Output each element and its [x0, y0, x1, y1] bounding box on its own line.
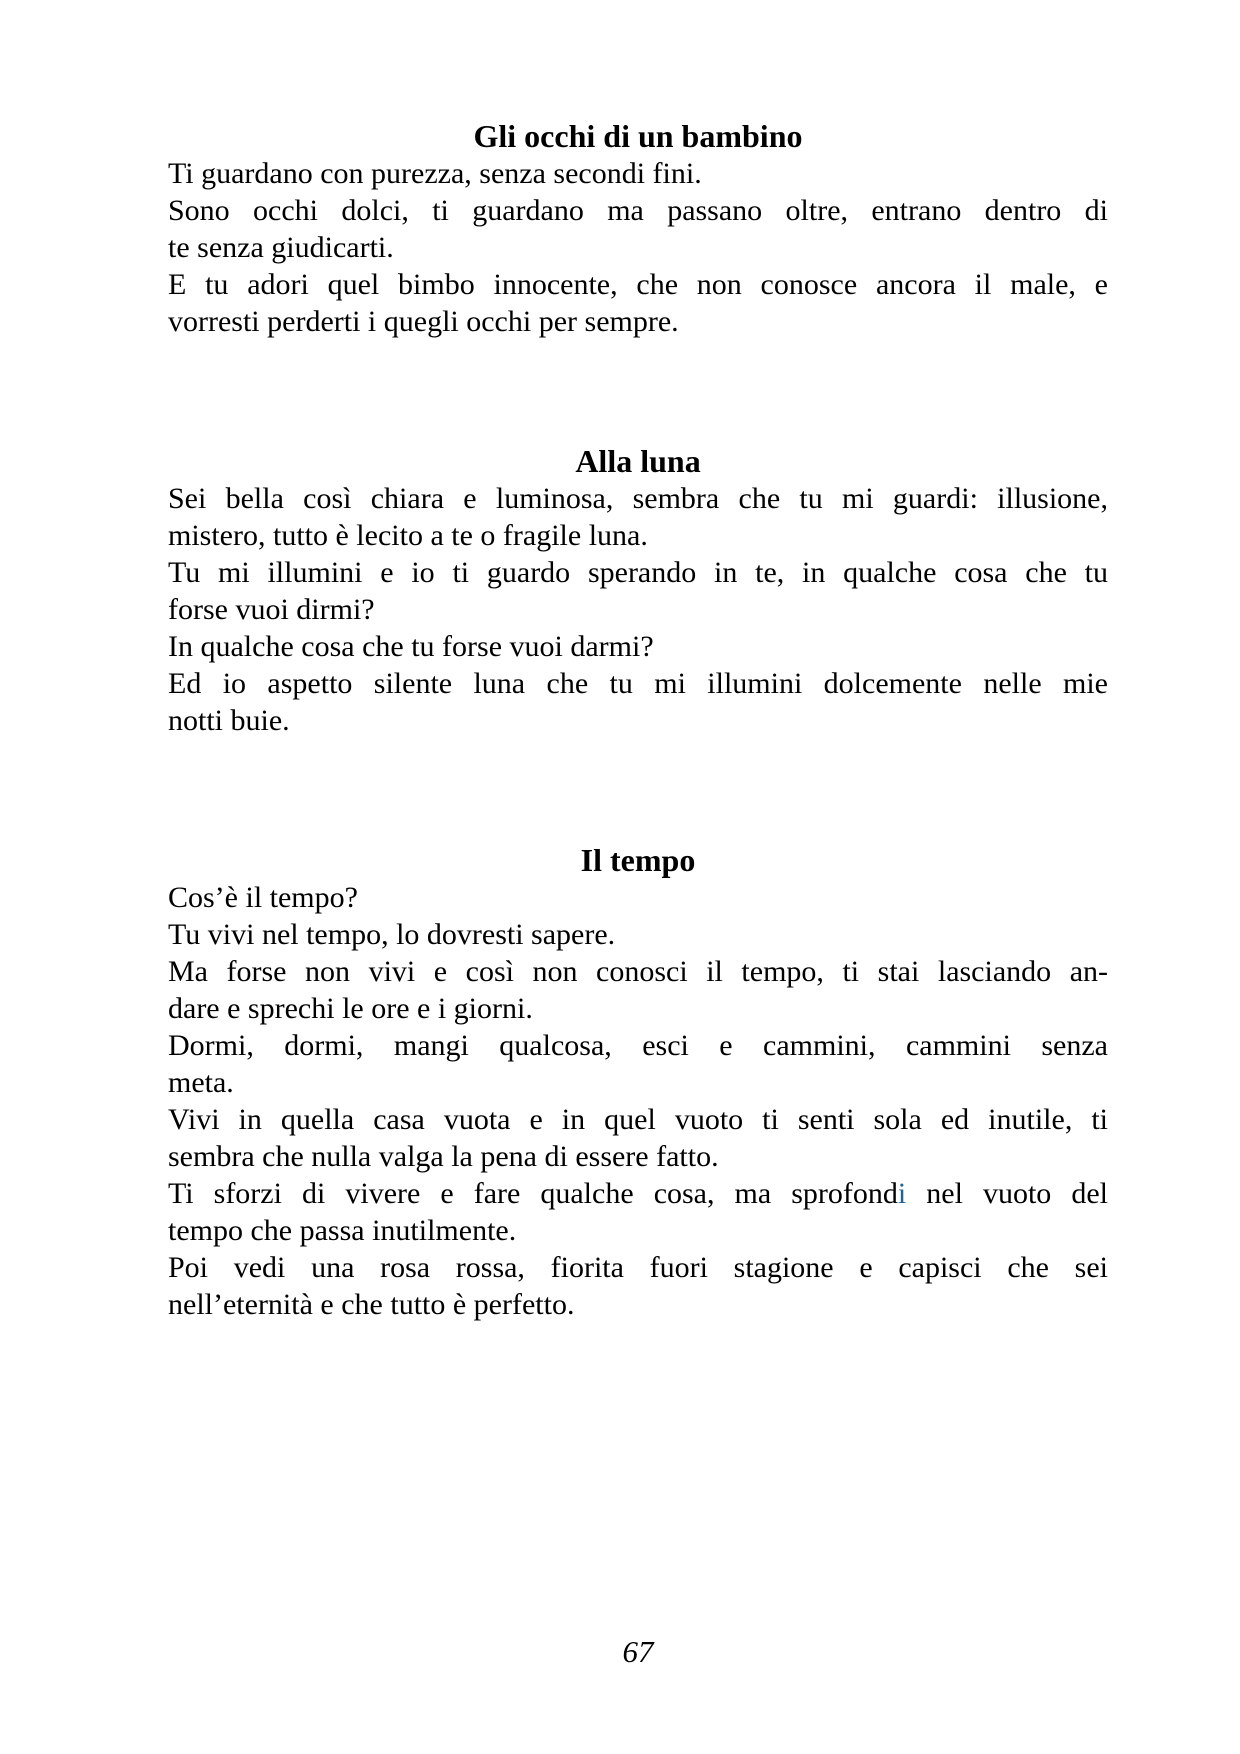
text-line — [168, 702, 1108, 739]
text-segment: nell’eternità e che tutto è perfetto. — [168, 1288, 575, 1321]
text-segment: te senza giudicarti. — [168, 231, 394, 264]
text-line — [168, 953, 1108, 990]
text-segment: Vivi in quella casa vuota e in quel vuoto ti senti sola ed inutile, ti — [168, 1103, 1108, 1136]
text-line — [168, 1249, 1108, 1286]
paragraph — [168, 155, 1108, 192]
text-line — [168, 1212, 1108, 1249]
poem-section — [168, 443, 1108, 739]
text-line — [168, 192, 1108, 229]
text-segment: Tu mi illumini e io ti guardo sperando in te, in qualche cosa che tu — [168, 556, 1108, 589]
text-segment: dare e sprechi le ore e i giorni. — [168, 992, 533, 1025]
paragraph — [168, 916, 1108, 953]
poem-section — [168, 842, 1108, 1323]
text-line — [168, 1101, 1108, 1138]
poem-title: Alla luna — [575, 443, 701, 479]
text-line — [168, 1175, 1108, 1212]
paragraph — [168, 480, 1108, 554]
text-line — [168, 266, 1108, 303]
text-segment: vorresti perderti i quegli occhi per sempre. — [168, 305, 679, 338]
text-line — [168, 1286, 1108, 1323]
text-line — [168, 229, 1108, 266]
text-segment: Ti sforzi di vivere e fare qualche cosa, ma sprofond — [168, 1177, 898, 1210]
text-segment: tempo che passa inutilmente. — [168, 1214, 517, 1247]
text-line — [168, 303, 1108, 340]
text-line — [168, 990, 1108, 1027]
text-line — [168, 591, 1108, 628]
paragraph — [168, 266, 1108, 340]
paragraph — [168, 665, 1108, 739]
text-segment: Cos’è il tempo? — [168, 881, 358, 914]
text-line — [168, 1138, 1108, 1175]
text-segment: In qualche cosa che tu forse vuoi darmi? — [168, 630, 654, 663]
text-line — [168, 1027, 1108, 1064]
text-segment: nel vuoto del — [906, 1177, 1108, 1210]
poem-section — [168, 118, 1108, 340]
colored-letter: i — [897, 1177, 907, 1210]
poem-title: Gli occhi di un bambino — [473, 118, 803, 154]
poem-title: Il tempo — [580, 842, 696, 878]
text-line — [168, 1064, 1108, 1101]
text-segment: Sono occhi dolci, ti guardano ma passano oltre, entrano dentro di — [168, 194, 1108, 227]
paragraph — [168, 879, 1108, 916]
text-segment: E tu adori quel bimbo innocente, che non conosce ancora il male, e — [168, 268, 1108, 301]
text-segment: meta. — [168, 1066, 234, 1099]
paragraph — [168, 1249, 1108, 1323]
text-line — [168, 480, 1108, 517]
poem-sections — [168, 118, 1108, 1323]
text-line — [168, 155, 1108, 192]
text-line — [168, 517, 1108, 554]
text-line — [168, 628, 1108, 665]
paragraph — [168, 192, 1108, 266]
text-line — [168, 554, 1108, 591]
paragraph — [168, 1027, 1108, 1101]
text-segment: Ma forse non vivi e così non conosci il tempo, ti stai lasciando an- — [168, 955, 1108, 988]
text-segment: Ed io aspetto silente luna che tu mi illumini dolcemente nelle mie — [168, 667, 1108, 700]
text-segment: forse vuoi dirmi? — [168, 593, 375, 626]
text-segment: Ti guardano con purezza, senza secondi fini. — [168, 157, 702, 190]
text-line — [168, 665, 1108, 702]
text-segment: sembra che nulla valga la pena di essere fatto. — [168, 1140, 719, 1173]
paragraph — [168, 554, 1108, 628]
text-segment: Sei bella così chiara e luminosa, sembra che tu mi guardi: illusione, — [168, 482, 1108, 515]
text-line — [168, 879, 1108, 916]
page-number: 67 — [622, 1634, 654, 1669]
paragraph — [168, 1101, 1108, 1175]
paragraph — [168, 628, 1108, 665]
text-segment: Tu vivi nel tempo, lo dovresti sapere. — [168, 918, 616, 951]
text-segment: Poi vedi una rosa rossa, fiorita fuori stagione e capisci che sei — [168, 1251, 1108, 1284]
paragraph — [168, 1175, 1108, 1249]
text-line — [168, 916, 1108, 953]
text-segment: Dormi, dormi, mangi qualcosa, esci e cammini, cammini senza — [168, 1029, 1108, 1062]
paragraph — [168, 953, 1108, 1027]
text-segment: mistero, tutto è lecito a te o fragile luna. — [168, 519, 648, 552]
text-segment: notti buie. — [168, 704, 290, 737]
